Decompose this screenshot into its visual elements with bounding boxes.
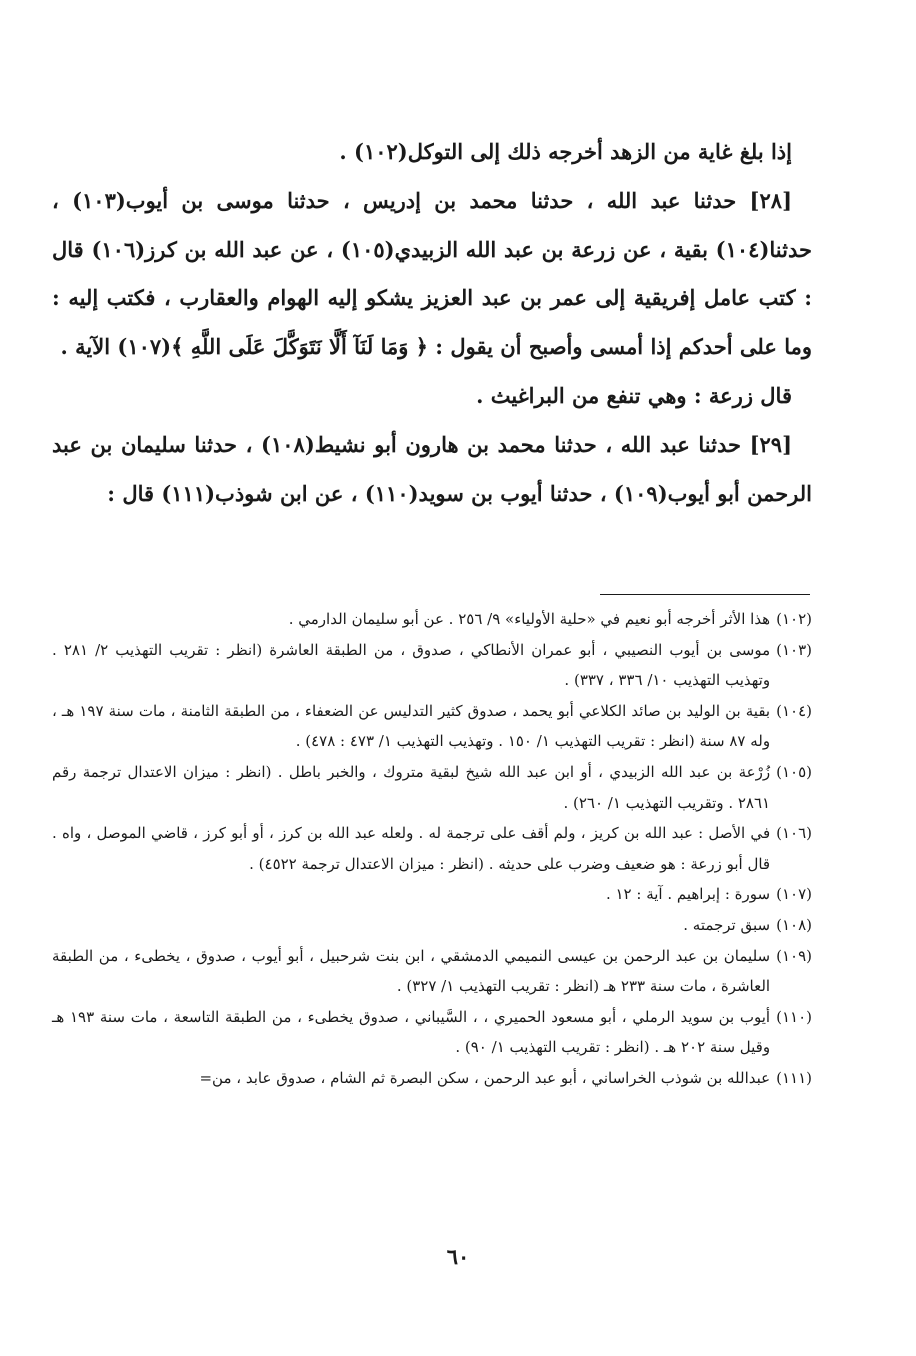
footnote-103 (52, 635, 812, 696)
footnote-102 (52, 604, 812, 635)
footnote-text: سبق ترجمته . (683, 915, 771, 934)
footnote-number: (١٠٣) (776, 640, 812, 659)
footnote-text: هذا الأثر أخرجه أبو نعيم في «حلية الأولياء» ٩/ ٢٥٦ . عن أبو سليمان الدارمي . (288, 610, 771, 628)
footnote-108 (52, 910, 812, 941)
footnote-number: (١١١) (776, 1068, 812, 1087)
footnote-text: زُرْعة بن عبد الله الزبيدي ، أو ابن عبد الله شيخ لبقية متروك ، والخبر باطل . (انظر : ميزان الاعتدال ترجمة رقم ٢٨٦١ . وتقريب التهذيب ١/ ٢٦٠) . (52, 762, 771, 812)
footnote-number: (١٠٩) (776, 946, 812, 965)
footnote-104 (52, 696, 812, 757)
main-paragraph-3: قال زرعة : وهي تنفع من البراغيث . (476, 382, 792, 408)
footnote-text: أيوب بن سويد الرملي ، أبو مسعود الحميري ، ، السَّيباني ، صدوق يخطىء ، من الطبقة التاسعة ، مات سنة ١٩٣ هـ وقيل سنة ٢٠٢ هـ . (انظر : تقريب التهذيب ١/ ٩٠) . (52, 1007, 771, 1057)
main-paragraph-1: إذا بلغ غاية من الزهد أخرجه ذلك إلى التوكل(١٠٢) . (339, 139, 792, 164)
footnote-111 (52, 1063, 812, 1094)
footnote-number: (١٠٦) (776, 824, 812, 843)
main-text (52, 128, 812, 518)
footnote-text: في الأصل : عبد الله بن كريز ، ولم أقف على ترجمة له . ولعله عبد الله بن كرز ، أو أبو كرز ، قاضي الموصل ، واه . قال أبو زرعة : هو ضعيف وضرب على حديثه . (انظر : ميزان الاعتدال ترجمة ٤٥٢٢) . (52, 824, 771, 873)
footnote-text: عبدالله بن شوذب الخراساني ، أبو عبد الرحمن ، سكن البصرة ثم الشام ، صدوق عابد ، من= (199, 1068, 771, 1087)
footnote-107 (52, 879, 812, 910)
footnote-106 (52, 818, 812, 879)
footnote-separator (600, 594, 810, 595)
footnote-109 (52, 941, 812, 1002)
footnote-number: (١١٠) (776, 1007, 812, 1026)
footnote-number: (١٠٢) (776, 610, 812, 628)
main-paragraph-4: [٢٩] حدثنا عبد الله ، حدثنا محمد بن هارون أبو نشيط(١٠٨) ، حدثنا سليمان بن عبد الرحمن أبو أيوب(١٠٩) ، حدثنا أيوب بن سويد(١١٠) ، عن ابن شوذب(١١١) قال : (52, 431, 812, 506)
footnote-text: موسى بن أيوب النصيبي ، أبو عمران الأنطاكي ، صدوق ، من الطبقة العاشرة (انظر : تقريب التهذيب ٢/ ٢٨١ . وتهذيب التهذيب ١٠/ ٣٣٦ ، ٣٣٧) . (52, 640, 771, 690)
footnote-number: (١٠٧) (776, 885, 812, 904)
footnote-number: (١٠٥) (776, 762, 812, 781)
footnote-text: بقية بن الوليد بن صائد الكلاعي أبو يحمد ، صدوق كثير التدليس عن الضعفاء ، من الطبقة الثامنة ، مات سنة ١٩٧ هـ ، وله ٨٧ سنة (انظر : تقريب التهذيب ١/ ١٥٠ . وتهذيب التهذيب ١/ ٤٧٣ : ٤٧٨) . (52, 701, 771, 751)
main-paragraph-2: [٢٨] حدثنا عبد الله ، حدثنا محمد بن إدريس ، حدثنا موسى بن أيوب(١٠٣) ، حدثنا(١٠٤) بقية ، عن زرعة بن عبد الله الزبيدي(١٠٥) ، عن عبد الله بن كرز(١٠٦) قال : كتب عامل إفريقية إلى عمر بن عبد العزيز يشكو إليه الهوام والعقارب ، فكتب إليه : وما على أحدكم إذا أمسى وأصبح أن يقول : ﴿ وَمَا لَنَآ أَلَّا نَتَوَكَّلَ عَلَى اللَّهِ ﴾(١٠٧) الآية . (52, 187, 812, 360)
page-number: ٦٠ (446, 1244, 470, 1269)
footnote-number: (١٠٤) (776, 701, 812, 720)
footnotes (52, 604, 812, 1094)
footnote-number: (١٠٨) (776, 915, 812, 934)
footnote-text: سورة : إبراهيم . آية : ١٢ . (605, 885, 771, 904)
footnote-105 (52, 757, 812, 818)
footnote-110 (52, 1002, 812, 1063)
footnote-text: سليمان بن عبد الرحمن بن عيسى النميمي الدمشقي ، ابن بنت شرحبيل ، أبو أيوب ، صدوق ، يخطىء ، من الطبقة العاشرة ، مات سنة ٢٣٣ هـ (انظر : تقريب التهذيب ١/ ٣٢٧) . (52, 946, 771, 996)
